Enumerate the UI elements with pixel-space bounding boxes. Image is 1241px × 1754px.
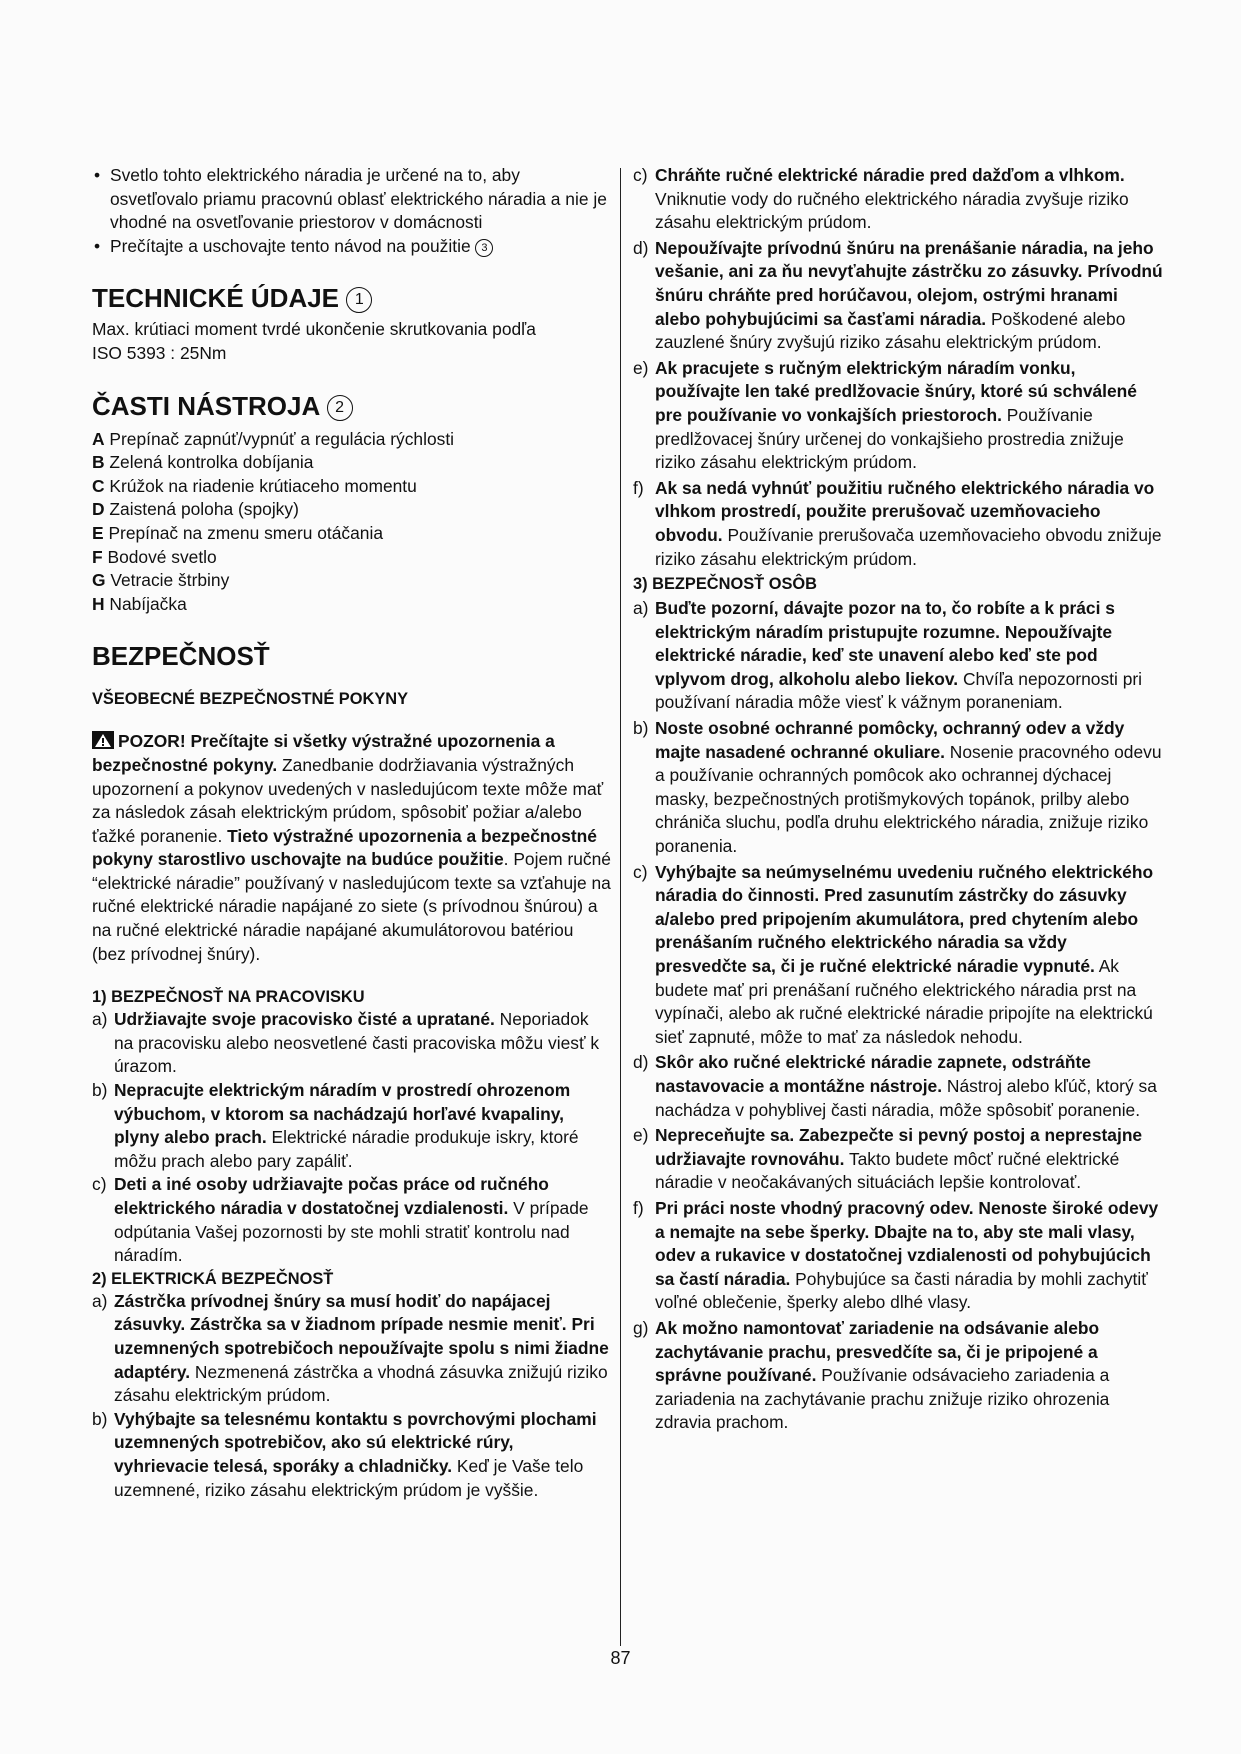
part-label: Bodové svetlo bbox=[107, 546, 217, 567]
safety-item bbox=[633, 597, 1163, 715]
technical-data-title: TECHNICKÉ ÚDAJE bbox=[92, 283, 340, 314]
item-bold: Zástrčka prívodnej šnúry sa musí hodiť do napájacej zásuvky. Zástrčka sa v žiadnom prípade nesmie meniť. Pri uzemnených spotrebičoch nepoužívajte spolu s nimi žiadne adaptéry. bbox=[114, 1290, 609, 1382]
safety-heading: BEZPEČNOSŤ bbox=[92, 641, 270, 672]
work-area-safety-heading: 1) BEZPEČNOSŤ NA PRACOVISKU bbox=[92, 988, 365, 1007]
item-bold: Noste osobné ochranné pomôcky, ochranný odev a vždy majte nasadené ochranné okuliare. bbox=[655, 718, 1125, 762]
part-letter: B bbox=[92, 452, 105, 473]
safety-item bbox=[92, 1408, 612, 1502]
item-label: d) bbox=[633, 237, 649, 258]
parts-heading bbox=[92, 390, 612, 422]
parts-figure-ref: 2 bbox=[327, 395, 353, 421]
safety-item bbox=[633, 237, 1163, 355]
warning-bold-2: Tieto výstražné upozornenia a bezpečnostné pokyny starostlivo uschovajte na budúce použitie bbox=[92, 825, 597, 870]
right-column bbox=[633, 164, 1163, 1435]
item-text: Vniknutie vody do ručného elektrického náradia zvyšuje riziko zásahu elektrickým prúdom. bbox=[655, 188, 1129, 233]
parts-list-item bbox=[92, 498, 612, 522]
safety-item bbox=[92, 1173, 612, 1267]
item-text: Elektrické náradie produkuje iskry, ktoré môžu prach alebo pary zapáliť. bbox=[114, 1127, 579, 1171]
item-text: Ak budete mať pri prenášaní ručného elektrického náradia prst na vypínači, alebo ak ručné elektrické náradie pripojíte na elektrickú sieť zapnuté, môže to mať za následok nehodu. bbox=[655, 956, 1153, 1047]
item-label: e) bbox=[633, 357, 649, 378]
item-label: b) bbox=[633, 718, 649, 739]
item-bold: Pri práci noste vhodný pracovný odev. Nenoste široké odevy a nemajte na sebe šperky. Dbajte na to, aby ste mali vlasy, odev a rukavice v dostatočnej vzdialenosti od pohybujúcich sa častí náradia. bbox=[655, 1197, 1159, 1289]
safety-item bbox=[633, 1197, 1163, 1315]
item-label: b) bbox=[92, 1408, 108, 1429]
item-label: c) bbox=[633, 165, 648, 185]
parts-list-item bbox=[92, 593, 612, 617]
item-label: a) bbox=[92, 1290, 108, 1311]
item-bold: Ak možno namontovať zariadenie na odsávanie alebo zachytávanie prachu, presvedčíte sa, či je pripojené a správne používané. bbox=[655, 1317, 1100, 1386]
safety-item bbox=[92, 1290, 612, 1408]
electrical-safety-heading: 2) ELEKTRICKÁ BEZPEČNOSŤ bbox=[92, 1269, 334, 1288]
item-text: Pohybujúce sa časti náradia by mohli zachytiť voľné oblečenie, šperky alebo dlhé vlasy. bbox=[655, 1268, 1148, 1313]
part-letter: H bbox=[92, 593, 105, 614]
item-text: Keď je Vaše telo uzemnené, riziko zásahu elektrickým prúdom je vyššie. bbox=[114, 1455, 584, 1500]
item-text: Takto budete môcť ručné elektrické náradie v neočakávaných situáciách lepšie kontrolovať. bbox=[655, 1148, 1120, 1193]
item-label: c) bbox=[633, 861, 648, 882]
page-number: 87 bbox=[610, 1648, 631, 1668]
item-text: Používanie prerušovača uzemňovacieho obvodu znižuje riziko zásahu elektrickým prúdom. bbox=[655, 524, 1162, 569]
warning-bold-1: POZOR! Prečítajte si všetky výstražné upozornenia a bezpečnostné pokyny. bbox=[92, 731, 555, 775]
item-label: a) bbox=[633, 598, 649, 619]
left-column bbox=[92, 164, 612, 1502]
parts-list-item bbox=[92, 451, 612, 475]
item-bold: Nepoužívajte prívodnú šnúru na prenášanie náradia, na jeho vešanie, ani za ňu nevyťahujte zástrčku zo zásuvky. Prívodnú šnúru chráňte pred horúčavou, olejom, ostrými hranami alebo pohybujúcimi sa časťami náradia. bbox=[655, 237, 1163, 329]
item-bold: Vyhýbajte sa neúmyselnému uvedeniu ručného elektrického náradia do činnosti. Pred zasunutím zástrčky do zásuvky a/alebo pred pripojením akumulátora, pred chytením alebo prenášaním ručného elektrického náradia sa vždy presvedčte sa, či je ručné elektrické náradie vypnuté. bbox=[655, 861, 1154, 976]
item-label: f) bbox=[633, 477, 644, 498]
item-bold: Deti a iné osoby udržiavajte počas práce od ručného elektrického náradia v dostatočnej vzdialenosti. bbox=[114, 1174, 549, 1218]
item-bold: Buďte pozorní, dávajte pozor na to, čo robíte a k práci s elektrickým náradím pristupujte rozumne. Nepoužívajte elektrické náradie, keď ste unavení alebo keď ste pod vplyvom drog, alkoholu alebo liekov. bbox=[655, 598, 1115, 689]
item-text: V prípade odpútania Vašej pozornosti by ste mohli stratiť kontrolu nad náradím. bbox=[114, 1198, 589, 1266]
item-bold: Ak pracujete s ručným elektrickým náradím vonku, používajte len také predlžovacie šnúry, ktoré sú schválené pre používanie vo vonkajších priestoroch. bbox=[655, 357, 1137, 425]
safety-item bbox=[633, 1124, 1163, 1195]
safety-item bbox=[633, 477, 1163, 571]
item-text: Chvíľa nepozornosti pri používaní náradia môže viesť k vážnym poraneniam. bbox=[655, 668, 1143, 713]
parts-list-item bbox=[92, 546, 612, 570]
bullet-read-manual bbox=[92, 235, 612, 259]
parts-list-item bbox=[92, 428, 612, 452]
item-text: Používanie predlžovacej šnúry určenej do vonkajšieho prostredia znižuje riziko zásahu elektrickým prúdom. bbox=[655, 404, 1124, 473]
safety-item bbox=[633, 861, 1163, 1050]
parts-list bbox=[92, 428, 612, 617]
item-text: Nástroj alebo kľúč, ktorý sa nachádza v pohyblivej časti náradia, môže spôsobiť poranenie. bbox=[655, 1075, 1157, 1120]
item-bold: Nepracujte elektrickým náradím v prostredí ohrozenom výbuchom, v ktorom sa nachádzajú horľavé kvapaliny, plyny alebo prach. bbox=[114, 1080, 571, 1148]
part-letter: D bbox=[92, 499, 105, 520]
item-text: Nosenie pracovného odevu a používanie ochranných pomôcok ako ochrannej dýchacej masky, bezpečnostných protišmykových topánok, prilby alebo chrániča sluchu, podľa druhu elektrického náradia, znižuje riziko poranenia. bbox=[655, 741, 1162, 857]
technical-figure-ref: 1 bbox=[346, 287, 372, 313]
item-label: a) bbox=[92, 1009, 108, 1030]
item-label: d) bbox=[633, 1052, 649, 1073]
safety-item bbox=[92, 1079, 612, 1173]
item-text: Poškodené alebo zauzlené šnúry zvyšujú riziko zásahu elektrickým prúdom. bbox=[655, 308, 1126, 353]
parts-list-item bbox=[92, 569, 612, 593]
part-label: Nabíjačka bbox=[109, 593, 187, 614]
safety-item bbox=[633, 717, 1163, 859]
bullet-light-purpose: • Svetlo tohto elektrického náradia je určené na to, aby osvetľovalo priamu pracovnú oblasť elektrického náradia a nie je vhodné na osvetľovanie priestorov v domácnosti bbox=[92, 164, 612, 235]
part-letter: A bbox=[92, 428, 105, 449]
warning-text-2: . Pojem ručné “elektrické náradie” používaný v nasledujúcom texte sa vzťahuje na ručné elektrické náradie napájané zo siete (s prívodnou šnúrou) a na ručné elektrické náradie napájané akumulátorovou batériou (bez prívodnej šnúry). bbox=[92, 849, 611, 964]
part-letter: E bbox=[92, 522, 104, 543]
part-letter: C bbox=[92, 475, 105, 496]
parts-list-item bbox=[92, 475, 612, 499]
part-label: Zaistená poloha (spojky) bbox=[109, 499, 299, 520]
bullet-text: Prečítajte a uschovajte tento návod na použitie bbox=[110, 235, 471, 256]
item-text: Neporiadok na pracovisku alebo neosvetlené časti pracoviska môžu viesť k úrazom. bbox=[114, 1009, 600, 1077]
safety-item bbox=[633, 357, 1163, 475]
parts-list-item bbox=[92, 522, 612, 546]
personal-safety-heading: 3) BEZPEČNOSŤ OSÔB bbox=[633, 575, 817, 594]
parts-title: ČASTI NÁSTROJA bbox=[92, 390, 320, 421]
item-bold: Nepreceňujte sa. Zabezpečte si pevný postoj a neprestajne udržiavajte rovnováhu. bbox=[655, 1125, 1143, 1169]
warning-paragraph bbox=[92, 730, 612, 966]
general-safety-heading: VŠEOBECNÉ BEZPEČNOSTNÉ POKYNY bbox=[92, 690, 409, 709]
safety-item bbox=[633, 1317, 1163, 1435]
part-letter: G bbox=[92, 570, 106, 591]
item-label: c) bbox=[92, 1174, 107, 1195]
part-label: Prepínač na zmenu smeru otáčania bbox=[108, 522, 383, 543]
torque-spec-line1: Max. krútiaci moment tvrdé ukončenie skrutkovania podľa bbox=[92, 319, 536, 340]
part-label: Vetracie štrbiny bbox=[110, 570, 230, 591]
warning-text-1: Zanedbanie dodržiavania výstražných upozornení a pokynov uvedených v nasledujúcom texte môže mať za následok zásah elektrickým prúdom, spôsobiť požiar a/alebo ťažké poranenie. bbox=[92, 754, 604, 846]
part-letter: F bbox=[92, 546, 103, 567]
item-bold: Vyhýbajte sa telesnému kontaktu s povrchovými plochami uzemnených spotrebičov, ako sú elektrické rúry, vyhrievacie telesá, sporáky a chladničky. bbox=[114, 1408, 597, 1476]
item-label: g) bbox=[633, 1317, 649, 1338]
item-text: Nezmenená zástrčka a vhodná zásuvka znižujú riziko zásahu elektrickým prúdom. bbox=[114, 1361, 608, 1406]
item-label: e) bbox=[633, 1125, 649, 1146]
item-bold: Ak sa nedá vyhnúť použitiu ručného elektrického náradia vo vlhkom prostredí, použite prerušovač uzemňovacieho obvodu. bbox=[655, 477, 1155, 545]
item-label: f) bbox=[633, 1197, 644, 1218]
part-label: Zelená kontrolka dobíjania bbox=[109, 452, 314, 473]
safety-item bbox=[633, 1051, 1163, 1122]
item-label: b) bbox=[92, 1080, 108, 1101]
manual-figure-ref: 3 bbox=[475, 239, 493, 257]
safety-item bbox=[633, 164, 1163, 235]
item-bold: Skôr ako ručné elektrické náradie zapnete, odstráňte nastavovacie a montážne nástroje. bbox=[655, 1052, 1091, 1096]
item-text: Používanie odsávacieho zariadenia a zariadenia na zachytávanie prachu znižuje riziko ohrozenia zdravia prachom. bbox=[655, 1365, 1110, 1433]
safety-item bbox=[92, 1008, 612, 1079]
column-divider bbox=[620, 168, 621, 1646]
part-label: Prepínač zapnúť/vypnúť a regulácia rýchlosti bbox=[109, 428, 455, 449]
technical-data-heading bbox=[92, 282, 612, 314]
torque-spec-line2: ISO 5393 : 25Nm bbox=[92, 342, 227, 363]
warning-triangle-icon bbox=[92, 731, 114, 749]
part-label: Krúžok na riadenie krútiaceho momentu bbox=[109, 475, 417, 496]
item-bold: Chráňte ručné elektrické náradie pred dažďom a vlhkom. bbox=[655, 165, 1125, 185]
item-bold: Udržiavajte svoje pracovisko čisté a upratané. bbox=[114, 1009, 495, 1030]
